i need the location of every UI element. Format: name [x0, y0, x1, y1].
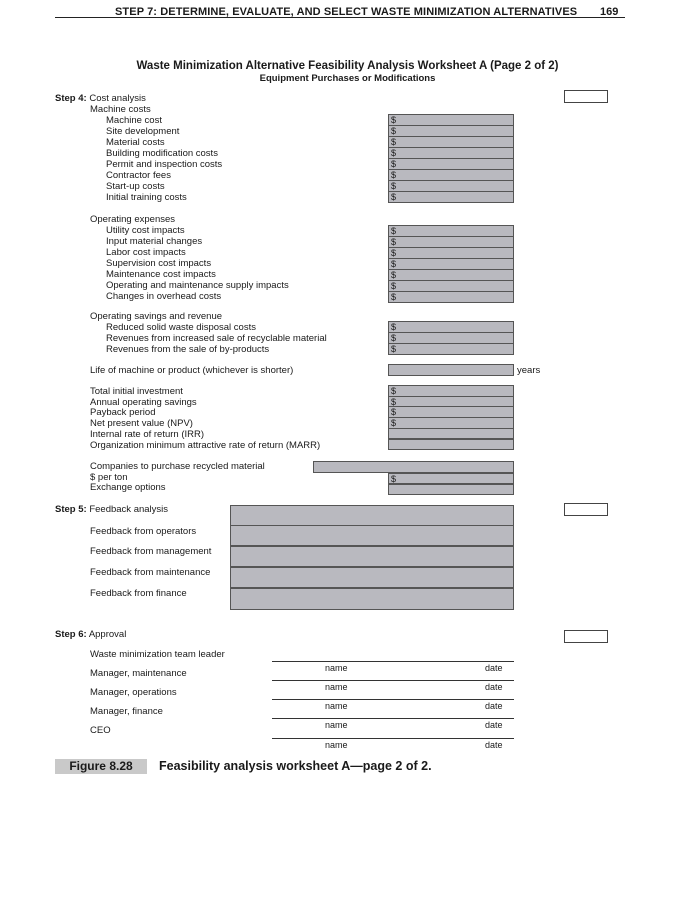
- figure-caption: Feasibility analysis worksheet A—page 2 of 2.: [159, 759, 432, 773]
- step5-header: [55, 504, 168, 515]
- dollar-sign: $: [391, 237, 397, 247]
- step6-header: [55, 629, 126, 640]
- signature-line[interactable]: [272, 680, 514, 681]
- feedback-analysis-label: Feedback analysis: [89, 504, 169, 515]
- feedback-field[interactable]: [230, 588, 514, 610]
- page-number: 169: [600, 6, 619, 18]
- step5-check-box[interactable]: [564, 503, 608, 516]
- signature-line[interactable]: [272, 718, 514, 719]
- dollar-sign: $: [391, 292, 397, 302]
- life-unit: years: [517, 365, 541, 376]
- recycled-item: Companies to purchase recycled material: [90, 461, 265, 472]
- machine-cost-field[interactable]: [388, 191, 514, 203]
- life-field[interactable]: [388, 364, 514, 376]
- machine-costs-heading: Machine costs: [90, 104, 151, 115]
- operating-saving-item: Reduced solid waste disposal costs: [106, 322, 256, 333]
- step6-name: Approval: [88, 629, 127, 640]
- feedback-item: Feedback from operators: [90, 526, 197, 537]
- feedback-field[interactable]: [230, 546, 514, 567]
- summary-item: Net present value (NPV): [90, 418, 193, 430]
- dollar-sign: $: [391, 396, 397, 407]
- operating-saving-item: Revenues from the sale of by-products: [106, 344, 270, 355]
- figure-label: Figure 8.28: [55, 759, 147, 774]
- feedback-field[interactable]: [230, 567, 514, 588]
- dollar-sign: $: [391, 322, 397, 332]
- step5-label: Step 5:: [55, 504, 87, 515]
- feedback-item: Feedback from finance: [90, 588, 187, 599]
- dollar-sign: $: [391, 270, 397, 280]
- operating-expense-item: Maintenance cost impacts: [106, 269, 216, 280]
- operating-expenses-heading: Operating expenses: [90, 214, 176, 225]
- dollar-sign: $: [391, 170, 397, 180]
- dollar-sign: $: [391, 137, 397, 147]
- operating-expense-field[interactable]: [388, 291, 514, 303]
- summary-field[interactable]: [388, 439, 514, 451]
- per-ton-dollar: $: [391, 474, 397, 484]
- step6-label: Step 6:: [55, 629, 87, 640]
- worksheet-title: Waste Minimization Alternative Feasibility Analysis Worksheet A (Page 2 of 2): [136, 60, 559, 72]
- machine-cost-item: Permit and inspection costs: [106, 159, 223, 170]
- step6-check-box[interactable]: [564, 630, 608, 643]
- step4-name: Cost analysis: [89, 93, 146, 104]
- companies-field[interactable]: [313, 461, 514, 473]
- machine-cost-item: Machine cost: [106, 115, 162, 126]
- dollar-sign: $: [391, 126, 397, 136]
- dollar-sign: $: [391, 226, 397, 236]
- summary-item: Internal rate of return (IRR): [90, 428, 205, 440]
- dollar-sign: $: [391, 344, 397, 354]
- operating-expense-item: Operating and maintenance supply impacts: [106, 280, 289, 291]
- feedback-item: Feedback from management: [90, 546, 212, 557]
- name-caption: name: [325, 740, 348, 750]
- dollar-sign: $: [391, 181, 397, 191]
- signer-label: CEO: [90, 725, 111, 736]
- signature-line[interactable]: [272, 738, 514, 739]
- dollar-sign: $: [391, 248, 397, 258]
- dollar-sign: $: [391, 386, 397, 396]
- dollar-sign: $: [391, 259, 397, 269]
- recycled-item: $ per ton: [90, 471, 128, 483]
- machine-cost-item: Material costs: [106, 137, 165, 148]
- exchange-options-field[interactable]: [388, 484, 514, 495]
- dollar-sign: $: [391, 281, 397, 291]
- feedback-field[interactable]: [230, 525, 514, 546]
- feedback-field[interactable]: [230, 505, 514, 526]
- feedback-item: Feedback from maintenance: [90, 567, 211, 578]
- date-caption: date: [485, 663, 503, 673]
- per-ton-field[interactable]: [388, 473, 514, 484]
- machine-cost-item: Contractor fees: [106, 170, 171, 181]
- name-caption: name: [325, 720, 348, 730]
- summary-item: Payback period: [90, 407, 156, 419]
- operating-expense-item: Labor cost impacts: [106, 247, 186, 258]
- dollar-sign: $: [391, 333, 397, 343]
- date-caption: date: [485, 740, 503, 750]
- dollar-sign: $: [391, 418, 397, 429]
- operating-expense-item: Changes in overhead costs: [106, 291, 222, 302]
- signature-line[interactable]: [272, 699, 514, 700]
- life-label: Life of machine or product (whichever is shorter): [90, 365, 294, 376]
- dollar-sign: $: [391, 115, 397, 125]
- signature-line[interactable]: [272, 661, 514, 662]
- running-title: STEP 7: DETERMINE, EVALUATE, AND SELECT WASTE MINIMIZATION ALTERNATIVES: [115, 6, 578, 18]
- signer-label: Waste minimization team leader: [90, 649, 225, 660]
- operating-savings-heading: Operating savings and revenue: [90, 311, 223, 322]
- machine-cost-item: Site development: [106, 126, 180, 137]
- step4-label: Step 4:: [55, 93, 87, 104]
- step4-header: [55, 93, 146, 104]
- name-caption: name: [325, 701, 348, 711]
- machine-cost-item: Initial training costs: [106, 192, 187, 203]
- summary-item: Total initial investment: [90, 386, 183, 397]
- dollar-sign: $: [391, 192, 397, 202]
- date-caption: date: [485, 701, 503, 711]
- machine-cost-item: Start-up costs: [106, 181, 165, 192]
- signer-label: Manager, maintenance: [90, 668, 187, 679]
- dollar-sign: $: [391, 159, 397, 169]
- operating-saving-item: Revenues from increased sale of recyclable material: [106, 333, 327, 344]
- signer-label: Manager, operations: [90, 687, 177, 698]
- dollar-sign: $: [391, 148, 397, 158]
- step4-check-box[interactable]: [564, 90, 608, 103]
- worksheet-subtitle: Equipment Purchases or Modifications: [259, 73, 436, 84]
- date-caption: date: [485, 720, 503, 730]
- date-caption: date: [485, 682, 503, 692]
- name-caption: name: [325, 682, 348, 692]
- summary-item: Annual operating savings: [90, 396, 197, 408]
- signer-label: Manager, finance: [90, 706, 163, 717]
- dollar-sign: $: [391, 407, 397, 418]
- machine-cost-item: Building modification costs: [106, 148, 218, 159]
- operating-saving-field[interactable]: [388, 343, 514, 355]
- operating-expense-item: Supervision cost impacts: [106, 258, 212, 269]
- operating-expense-item: Input material changes: [106, 236, 203, 247]
- recycled-item: Exchange options: [90, 482, 166, 494]
- summary-item: Organization minimum attractive rate of return (MARR): [90, 439, 321, 451]
- name-caption: name: [325, 663, 348, 673]
- operating-expense-item: Utility cost impacts: [106, 225, 185, 236]
